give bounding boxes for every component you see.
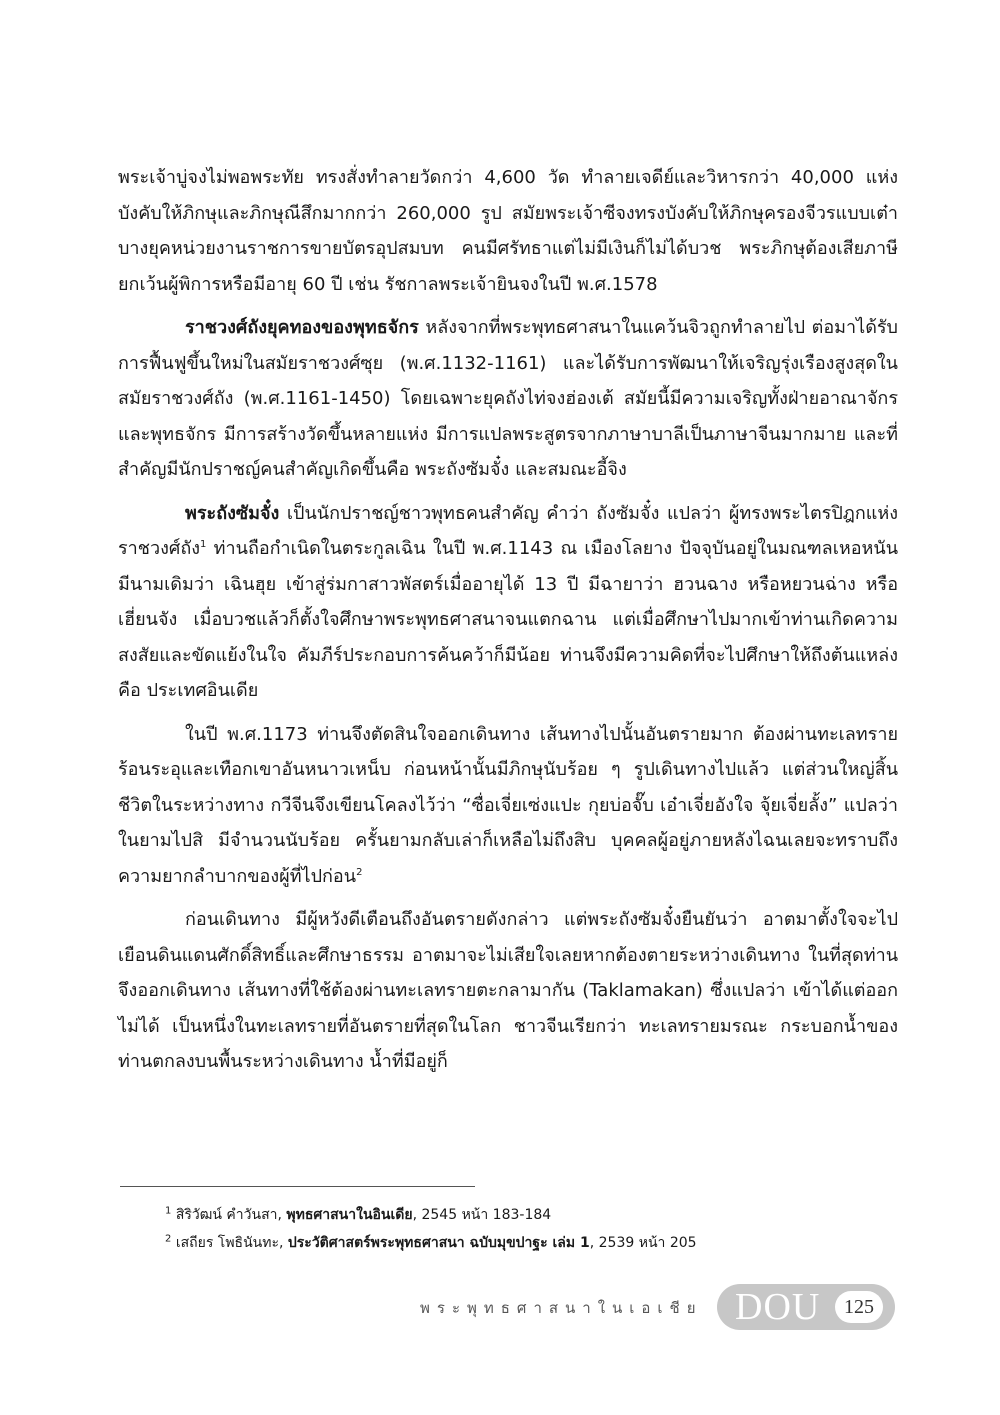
text-run: พระเจ้าบู่จงไม่พอพระทัย ทรงสั่งทำลายวัดกว่า 4,600 วัด ทำลายเจดีย์และวิหารกว่า 40,000 แห่ง บังคับให้ภิกษุและภิกษุณีสึกมากกว่า 260,000 รูป สมัยพระเจ้าซีจงทรงบังคับให้ภิกษุครองจีวรแบบเต๋า บางยุคหน่วยงานราชการขายบัตรอุปสมบท คนมีศรัทธาแต่ไม่มีเงินก็ไม่ได้บวช พระภิกษุต้องเสียภาษี ยกเว้นผู้พิการหรือมีอายุ 60 ปี เช่น รัชกาลพระเจ้ายินจงในปี พ.ศ.1578 — [118, 167, 898, 295]
text-run: หลังจากที่พระพุทธศาสนาในแคว้นจิวถูกทำลายไป ต่อมาได้รับการฟื้นฟูขึ้นใหม่ในสมัยราชวงศ์ซุย (พ.ศ.1132-1161) และได้รับการพัฒนาให้เจริญรุ่งเรืองสูงสุดในสมัยราชวงศ์ถัง (พ.ศ.1161-1450) โดยเฉพาะยุคถังไท่จงฮ่องเต้ สมัยนี้มีความเจริญทั้งฝ่ายอาณาจักรและพุทธจักร มีการสร้างวัดขึ้นหลายแห่ง มีการแปลพระสูตรจากภาษาบาลีเป็นภาษาจีนมากมาย และที่สำคัญมีนักปราชญ์คนสำคัญเกิดขึ้นคือ พระถังซัมจั๋ง และสมณะอี้จิง — [118, 317, 898, 480]
text-run: , 2539 หน้า 205 — [589, 1235, 697, 1251]
page-footer — [420, 1284, 900, 1334]
running-title: พระพุทธศาสนาในเอเชีย — [420, 1299, 703, 1317]
bold-heading: ประวัติศาสตร์พระพุทธศาสนา ฉบับมุขปาฐะ เล่ม 1 — [287, 1235, 590, 1251]
bold-heading: ราชวงศ์ถังยุคทองของพุทธจักร — [185, 317, 419, 338]
text-run: ท่านถือกำเนิดในตระกูลเฉิน ในปี พ.ศ.1143 ณ เมืองโลยาง ปัจจุบันอยู่ในมณฑลเหอหนัน มีนามเดิมว่า เฉินฮุย เข้าสู่ร่มกาสาวพัสตร์เมื่ออายุได้ 13 ปี มีฉายาว่า ฮวนฉาง หรือหยวนฉ่าง หรือเฮี่ยนจัง เมื่อบวชแล้วก็ตั้งใจศึกษาพระพุทธศาสนาจนแตกฉาน แต่เมื่อศึกษาไปมากเข้าท่านเกิดความสงสัยและขัดแย้งในใจ คัมภีร์ประกอบการค้นคว้าก็มีน้อย ท่านจึงมีความคิดที่จะไปศึกษาให้ถึงต้นแหล่งคือ ประเทศอินเดีย — [118, 538, 898, 701]
text-run: ก่อนเดินทาง มีผู้หวังดีเตือนถึงอันตรายดังกล่าว แต่พระถังซัมจั๋งยืนยันว่า อาตมาตั้งใจจะไปเยือนดินแดนศักดิ์สิทธิ์และศึกษาธรรม อาตมาจะไม่เสียใจเลยหากต้องตายระหว่างเดินทาง ในที่สุดท่านจึงออกเดินทาง เส้นทางที่ใช้ต้องผ่านทะเลทรายตะกลามากัน (Taklamakan) ซึ่งแปลว่า เข้าได้แต่ออกไม่ได้ เป็นหนึ่งในทะเลทรายที่อันตรายที่สุดในโลก ชาวจีนเรียกว่า ทะเลทรายมรณะ กระบอกน้ำของท่านตกลงบนพื้นระหว่างเดินทาง น้ำที่มีอยู่ก็ — [118, 909, 898, 1072]
footnote-marker: 2 — [356, 866, 363, 878]
bold-heading: พระถังซัมจั๋ง — [185, 502, 280, 524]
paragraph — [118, 902, 898, 1080]
footnotes — [165, 1205, 900, 1261]
paragraph — [118, 310, 898, 488]
footnote-marker: 1 — [200, 539, 207, 550]
text-run: เป็นนักปราชญ์ชาวพุทธคนสำคัญ คำว่า ถังซัมจั๋ง แปลว่า ผู้ทรงพระไตรปิฎกแห่งราชวงศ์ถัง — [118, 502, 898, 559]
page-number: 125 — [835, 1291, 883, 1323]
text-run: ในปี พ.ศ.1173 ท่านจึงตัดสินใจออกเดินทาง เส้นทางไปนั้นอันตรายมาก ต้องผ่านทะเลทรายร้อนระอุและเทือกเขาอันหนาวเหน็บ ก่อนหน้านั้นมีภิกษุนับร้อย ๆ รูปเดินทางไปแล้ว แต่ส่วนใหญ่สิ้นชีวิตในระหว่างทาง กวีจีนจึงเขียนโคลงไว้ว่า “ซื่อเจี่ยเซ่งแปะ กุยบ่อจั๊บ เอ๋าเจี่ยอังใจ จุ้ยเจี่ยลั้ง” แปลว่า ในยามไปสิ มีจำนวนนับร้อย ครั้นยามกลับเล่าก็เหลือไม่ถึงสิบ บุคคลผู้อยู่ภายหลังไฉนเลยจะทราบถึงความยากลำบากของผู้ที่ไปก่อน — [118, 723, 898, 887]
dou-badge — [717, 1284, 895, 1330]
body-text — [118, 160, 898, 1088]
bold-heading: พุทธศาสนาในอินเดีย — [286, 1207, 413, 1223]
footnote-marker: 1 — [165, 1205, 172, 1217]
paragraph — [118, 717, 898, 895]
footnote-divider — [120, 1186, 475, 1187]
dou-badge-label: DOU — [735, 1286, 821, 1328]
footnote — [165, 1205, 900, 1225]
footnote-marker: 2 — [165, 1233, 172, 1245]
paragraph — [118, 496, 898, 709]
text-run: , 2545 หน้า 183-184 — [412, 1207, 552, 1223]
footnote — [165, 1233, 900, 1253]
text-run: เสถียร โพธินันทะ, — [171, 1235, 288, 1251]
text-run: สิริวัฒน์ คำวันสา, — [171, 1207, 287, 1223]
paragraph — [118, 160, 898, 302]
